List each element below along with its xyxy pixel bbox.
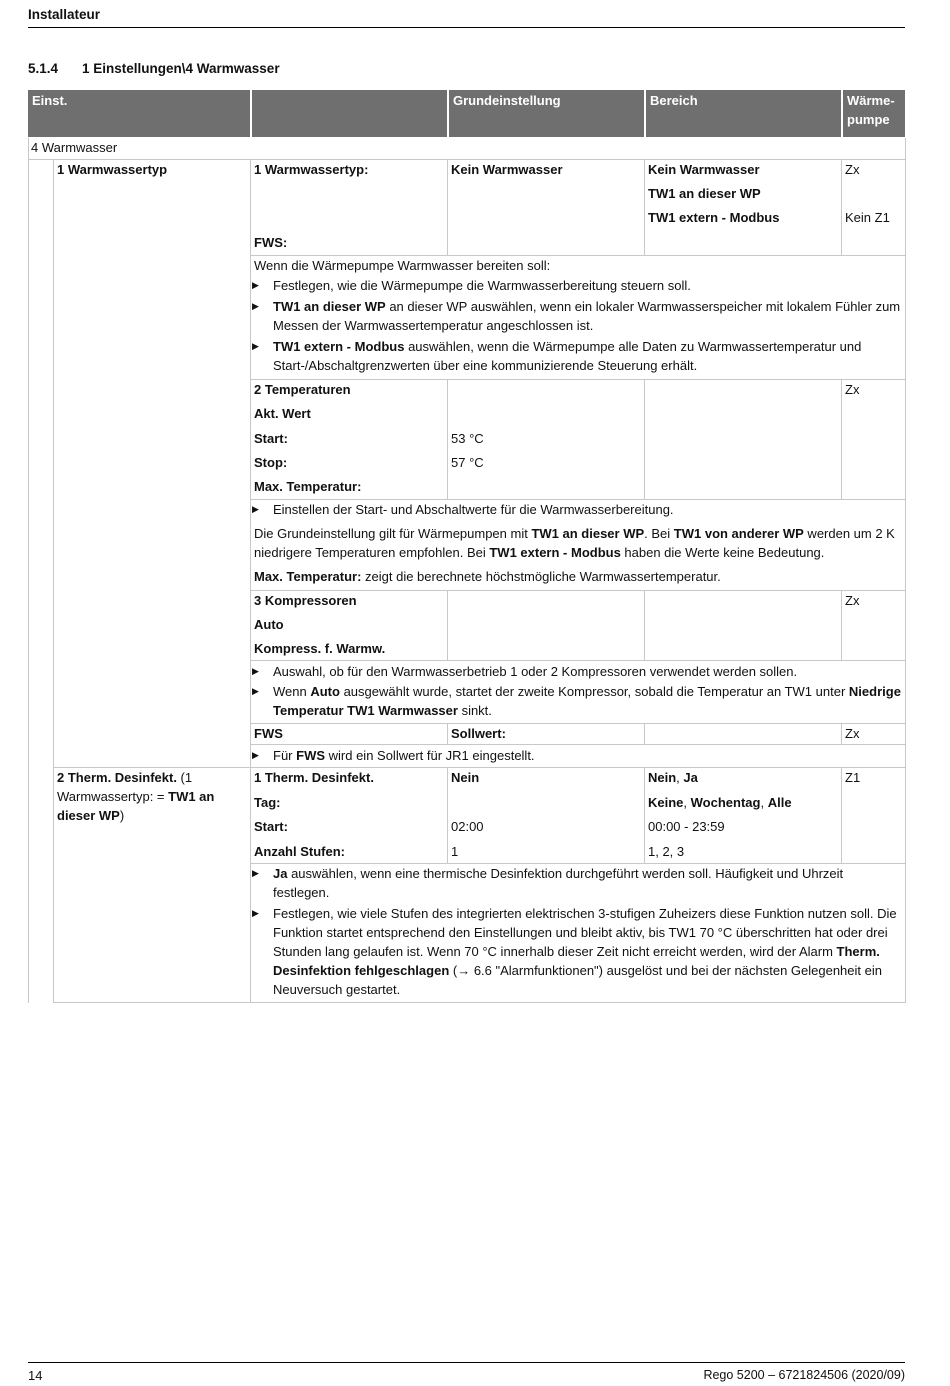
heatpump-value: Zx xyxy=(845,382,860,397)
table-header xyxy=(28,90,905,137)
bold-term: TW1 an dieser WP xyxy=(57,789,215,823)
rule xyxy=(250,744,905,745)
rule xyxy=(447,590,448,660)
range-option: Kein Warmwasser xyxy=(648,162,760,177)
heatpump-value: Kein Z1 xyxy=(845,210,890,225)
bold-term: 2 Therm. Desinfekt. xyxy=(57,770,177,785)
heatpump-value: Zx xyxy=(845,726,860,741)
bullet-text: auswählen, wenn die Wärmepumpe alle Daten zu Warmwassertemperatur und Start-/Abschaltgrenzwerten über eine kommunizierende Steuerung erhält. xyxy=(273,339,862,373)
bold-term: Therm. Desinfektion fehlgeschlagen xyxy=(273,944,880,978)
range-option xyxy=(644,793,841,812)
text: , xyxy=(683,795,691,810)
rule xyxy=(905,138,906,1003)
heatpump-value: Z1 xyxy=(845,770,861,785)
rule xyxy=(250,660,905,661)
text: Für xyxy=(273,748,297,763)
page-header-title: Installateur xyxy=(28,7,101,22)
param-label: FWS xyxy=(254,726,283,741)
default-value: Nein xyxy=(451,770,480,785)
section-number: 5.1.4 xyxy=(28,61,59,76)
default-value: Sollwert: xyxy=(451,726,506,741)
bold-term: Ja xyxy=(273,866,288,881)
description-bullet xyxy=(250,746,905,765)
range-option: 00:00 - 23:59 xyxy=(648,819,725,834)
bold-term: Alle xyxy=(767,795,792,810)
param-label: Stop: xyxy=(254,455,288,470)
bold-term: TW1 an dieser WP xyxy=(531,526,645,541)
footer-rule xyxy=(28,1362,905,1363)
setting-name: 1 Warmwassertyp xyxy=(57,162,168,177)
heatpump-value: Zx xyxy=(845,593,860,608)
rule xyxy=(644,723,645,744)
default-value: 53 °C xyxy=(451,431,484,446)
param-label: Max. Temperatur: xyxy=(254,479,362,494)
bold-term: Wochentag xyxy=(690,795,761,810)
description-bullet xyxy=(250,682,905,720)
description-bullet: ▶ Einstellen der Start- und Abschaltwerte für die Warmwasserbereitung. xyxy=(250,500,905,519)
text: zeigt die berechnete höchstmögliche Warmwassertemperatur. xyxy=(361,569,721,584)
param-label: Start: xyxy=(254,819,288,834)
bold-term: Max. Temperatur: xyxy=(254,569,362,584)
th-waermepumpe: Wärme- pumpe xyxy=(841,90,905,137)
group-label: 4 Warmwasser xyxy=(31,140,118,155)
description-bullet: ▶ Festlegen, wie die Wärmepumpe die Warmwasserbereitung steuern soll. xyxy=(250,276,905,295)
range-option xyxy=(644,768,841,787)
th-bereich: Bereich xyxy=(644,90,841,137)
text: haben die Werte keine Bedeutung. xyxy=(620,545,825,560)
text: auswählen, wenn eine thermische Desinfektion durchgeführt werden soll. Häufigkeit und Uhrzeit festlegen. xyxy=(273,866,844,900)
param-label: Auto xyxy=(254,617,284,632)
range-option: TW1 an dieser WP xyxy=(648,186,761,201)
heatpump-value: Zx xyxy=(845,162,860,177)
document-reference: Rego 5200 – 6721824506 (2020/09) xyxy=(703,1368,905,1382)
text: (1 Warmwassertyp: = xyxy=(57,770,193,804)
bullet-text: an dieser WP auswählen, wenn ein lokaler Warmwasserspeicher mit lokalem Fühler zum Messen der Warmwassertemperatur angeschlossen ist. xyxy=(273,299,901,333)
th-parameter xyxy=(250,90,447,137)
section-heading: 1 Einstellungen\4 Warmwasser xyxy=(82,61,280,76)
param-label: 3 Kompressoren xyxy=(254,593,357,608)
text: Die Grundeinstellung gilt für Wärmepumpen mit xyxy=(254,526,532,541)
param-label: FWS: xyxy=(254,235,288,250)
text: Wenn xyxy=(273,684,311,699)
param-label: 1 Warmwassertyp: xyxy=(254,162,369,177)
default-value: Kein Warmwasser xyxy=(451,162,563,177)
section-title xyxy=(28,59,280,78)
text: . Bei xyxy=(644,526,674,541)
page-number: 14 xyxy=(28,1368,43,1383)
text: werden um 2 K niedrigere Temperaturen empfohlen. Bei xyxy=(254,526,895,560)
param-label: Tag: xyxy=(254,795,281,810)
param-label: Akt. Wert xyxy=(254,406,311,421)
range-option: 1, 2, 3 xyxy=(648,844,685,859)
default-value: 1 xyxy=(451,844,459,859)
bold-term: Nein xyxy=(648,770,677,785)
description-bullet xyxy=(250,904,905,999)
bold-term: TW1 extern - Modbus xyxy=(489,545,621,560)
th-einst: Einst. xyxy=(32,93,68,108)
bold-term: TW1 von anderer WP xyxy=(673,526,804,541)
description-bullet xyxy=(250,297,905,335)
default-value: 57 °C xyxy=(451,455,484,470)
param-label: Anzahl Stufen: xyxy=(254,844,345,859)
rule xyxy=(644,590,645,660)
setting-name xyxy=(53,768,250,825)
header-rule xyxy=(28,27,905,28)
description-bullet xyxy=(250,337,905,375)
description-bullet xyxy=(250,864,905,902)
default-value: 02:00 xyxy=(451,819,484,834)
text: , xyxy=(760,795,768,810)
range-option: TW1 extern - Modbus xyxy=(648,210,780,225)
description-text xyxy=(250,524,905,562)
text: , xyxy=(676,770,684,785)
text: sinkt. xyxy=(457,703,492,718)
bold-term: FWS xyxy=(296,748,326,763)
bold-term: TW1 extern - Modbus xyxy=(273,339,405,354)
text: ) xyxy=(119,808,125,823)
rule xyxy=(644,379,645,499)
bold-term: Ja xyxy=(683,770,698,785)
rule xyxy=(28,138,29,1003)
rule xyxy=(53,159,54,1003)
bold-term: Auto xyxy=(310,684,340,699)
th-grundeinstellung: Grundeinstellung xyxy=(447,90,644,137)
description-bullet: ▶ Auswahl, ob für den Warmwasserbetrieb 1 oder 2 Kompressoren verwendet werden sollen. xyxy=(250,662,905,681)
bold-term: TW1 an dieser WP xyxy=(273,299,386,314)
text: Festlegen, wie viele Stufen des integrierten elektrischen 3-stufigen Zuheizers diese Funktion nutzen soll. Die Funktion startet entsprechend den Einstellungen und bleibt aktiv, bis TW1 70 °C überschritten hat oder drei Stunden lang gelaufen ist. Wenn 70 °C innerhalb dieser Zeit nicht erreicht werden, wird der Alarm xyxy=(273,906,897,959)
text: wird ein Sollwert für JR1 eingestellt. xyxy=(325,748,535,763)
rule xyxy=(53,1002,905,1003)
param-label: Start: xyxy=(254,431,288,446)
text: (→ 6.6 "Alarmfunktionen") ausgelöst und bei der nächsten Gelegenheit ein Neuversuch gestartet. xyxy=(273,963,882,997)
text: ausgewählt wurde, startet der zweite Kompressor, sobald die Temperatur an TW1 unter xyxy=(339,684,849,699)
description-text xyxy=(250,567,905,586)
description-text: Wenn die Wärmepumpe Warmwasser bereiten soll: xyxy=(254,258,551,273)
param-label: Kompress. f. Warmw. xyxy=(254,641,386,656)
bold-term: Niedrige Temperatur TW1 Warmwasser xyxy=(273,684,901,718)
bold-term: Keine xyxy=(648,795,684,810)
param-label: 1 Therm. Desinfekt. xyxy=(254,770,374,785)
param-label: 2 Temperaturen xyxy=(254,382,351,397)
